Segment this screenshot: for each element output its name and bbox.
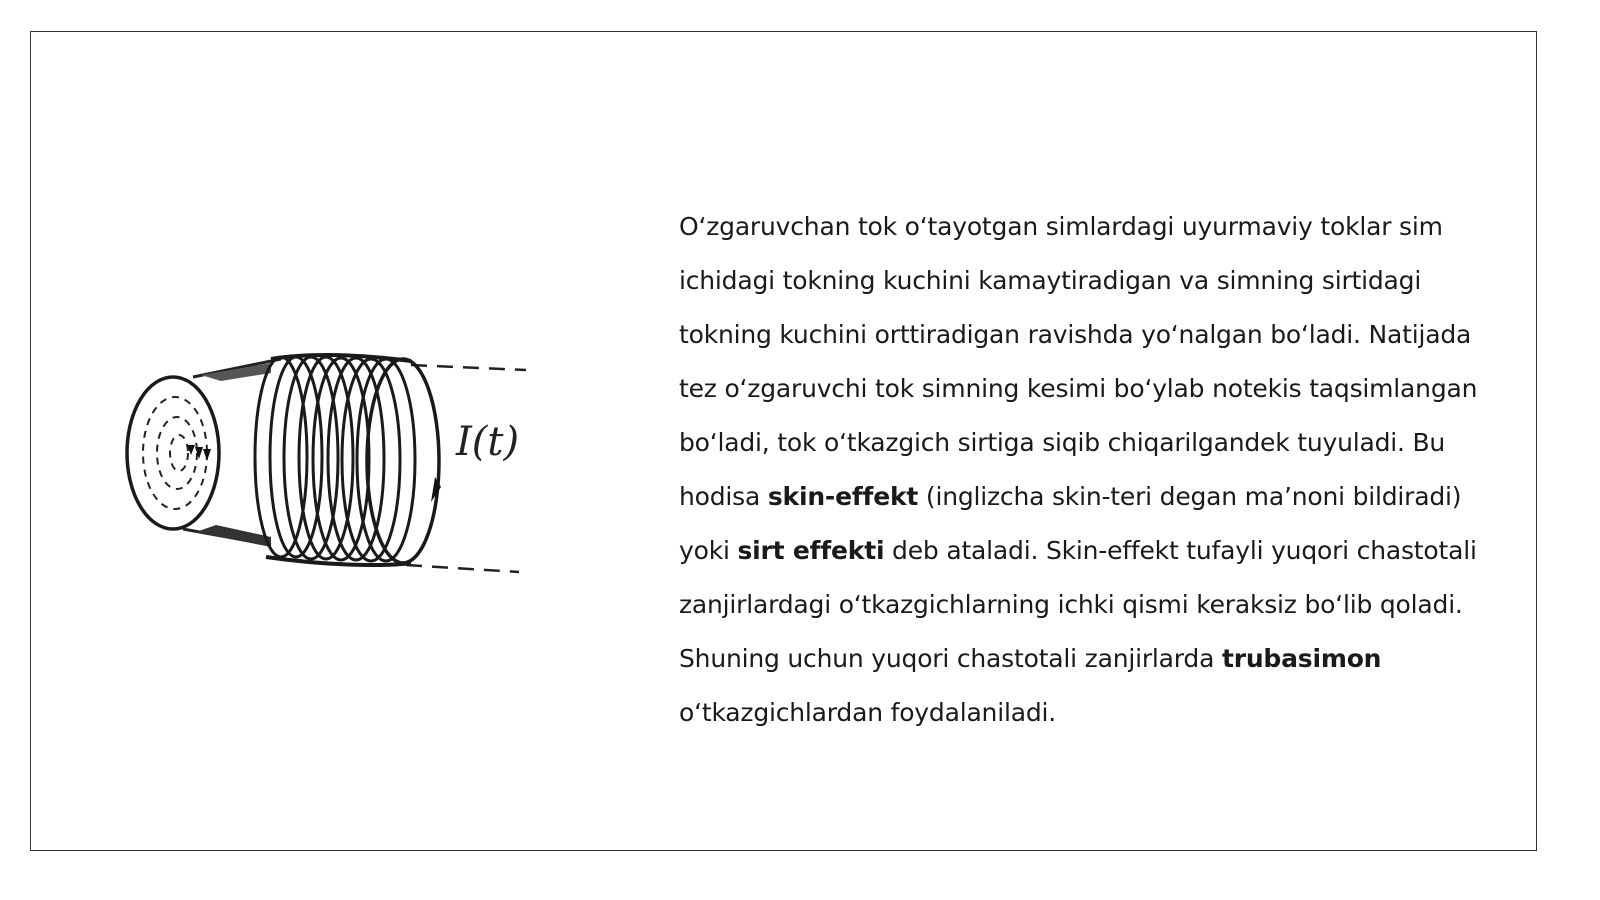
paragraph-part-1: O‘zgaruvchan tok o‘tayotgan simlardagi uyurmaviy toklar sim ichidagi tokning kuchini kamaytiradigan va simning sirtidagi tokning kuchini orttiradigan ravishda yo‘nalgan bo‘ladi. Natijada tez o‘zgaruvchi tok simning kesimi bo‘ylab notekis taqsimlangan bo‘ladi, tok o‘tkazgich sirtiga siqib chiqarilgandek tuyuladi. Bu hodisa: [679, 212, 1478, 511]
slide-frame: [30, 31, 1537, 851]
term-trubasimon: trubasimon: [1221, 644, 1382, 673]
conductor-coil-drawing: [121, 337, 551, 587]
term-skin-effekt: skin-effekt: [767, 482, 919, 511]
term-sirt-effekti: sirt effekti: [737, 536, 885, 565]
paragraph-part-2: (inglizcha skin-teri degan ma’noni bildiradi) yoki: [679, 482, 1462, 565]
paragraph-part-3: deb ataladi. Skin-effekt tufayli yuqori chastotali zanjirlardagi o‘tkazgichlarning ichki qismi keraksiz bo‘lib qoladi. Shuning uchun yuqori chastotali zanjirlarda: [679, 536, 1477, 673]
skin-effect-illustration: [121, 337, 551, 587]
lower-dashed-line: [406, 565, 519, 572]
paragraph-part-4: o‘tkazgichlardan foydalaniladi.: [679, 698, 1056, 727]
skin-effect-paragraph: [679, 200, 1509, 740]
upper-dashed-line: [411, 365, 526, 370]
current-label: I(t): [456, 419, 520, 465]
